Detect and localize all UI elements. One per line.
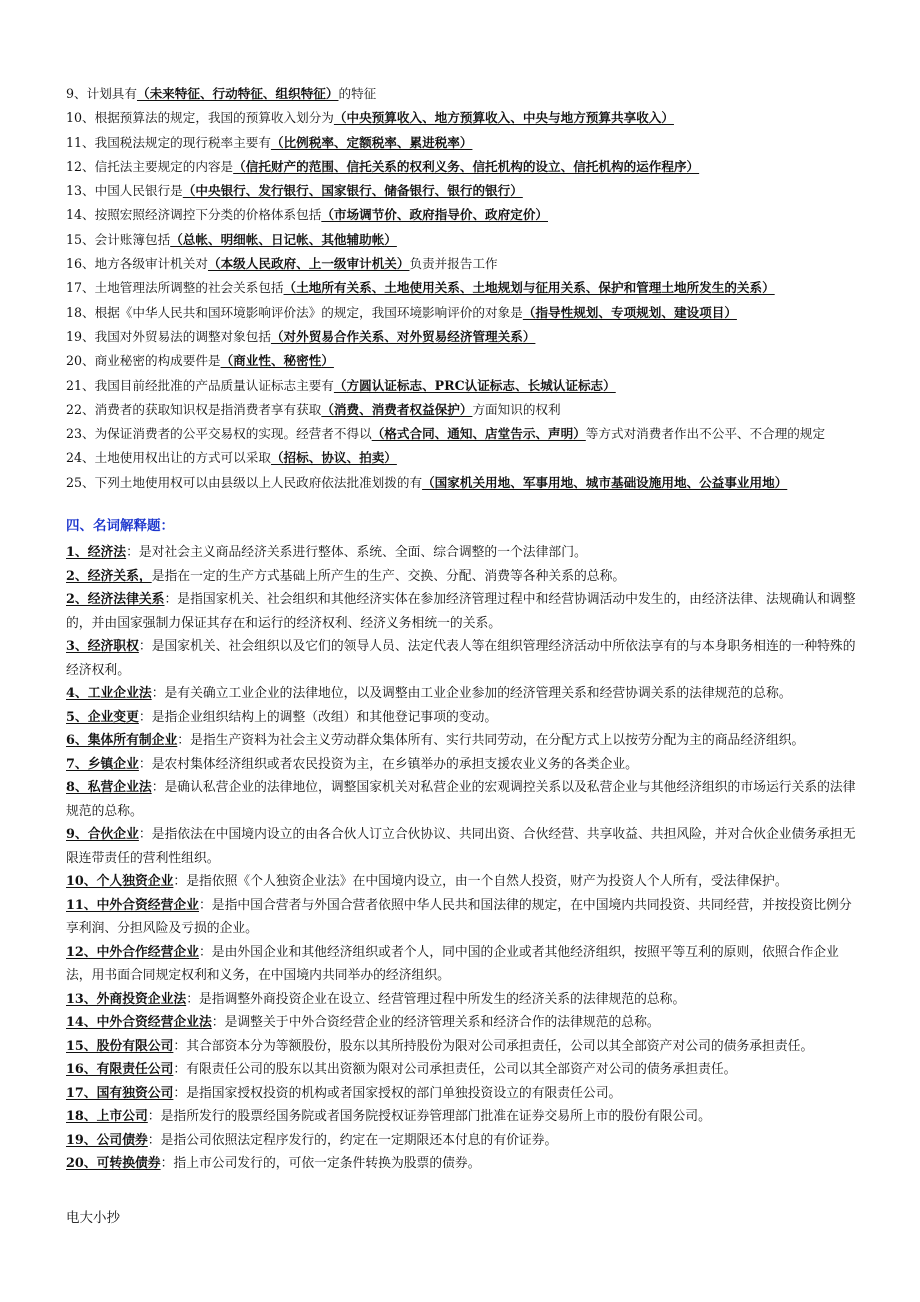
question-text: 16、地方各级审计机关对 bbox=[66, 256, 208, 272]
question-text: 18、根据《中华人民共和国环境影响评价法》的规定，我国环境影响评价的对象是 bbox=[66, 304, 523, 320]
term-label: 9、合伙企业 bbox=[66, 827, 139, 842]
fill-in-item bbox=[66, 179, 874, 203]
fill-in-item bbox=[66, 131, 874, 155]
term-body: ：是有关确立工业企业的法律地位，以及调整由工业企业参加的经济管理关系和经营协调关系的法律规范的总称。 bbox=[151, 686, 792, 701]
answer-text: （格式合同、通知、店堂告示、声明） bbox=[371, 426, 586, 442]
term-definition bbox=[66, 1058, 856, 1082]
question-text: 12、信托法主要规定的内容是 bbox=[66, 158, 234, 174]
question-text: 20、商业秘密的构成要件是 bbox=[66, 353, 221, 369]
term-label: 12、中外合作经营企业 bbox=[66, 944, 199, 960]
term-body: ：是调整关于中外合资经营企业的经济管理关系和经济合作的法律规范的总称。 bbox=[211, 1015, 660, 1030]
term-label: 8、私营企业法 bbox=[66, 780, 152, 795]
answer-text: （消费、消费者权益保护） bbox=[321, 401, 473, 417]
term-label: 15、股份有限公司 bbox=[66, 1038, 174, 1054]
answer-text: （商业性、秘密性） bbox=[220, 353, 334, 369]
question-text: 11、我国税法规定的现行税率主要有 bbox=[66, 134, 271, 150]
fill-in-item bbox=[66, 301, 874, 325]
fill-in-item bbox=[66, 203, 874, 227]
term-body: ：是指所发行的股票经国务院或者国务院授权证券管理部门批准在证券交易所上市的股份有限公司。 bbox=[147, 1109, 711, 1124]
fill-in-item bbox=[66, 106, 874, 130]
question-suffix: 的特征 bbox=[338, 86, 377, 101]
term-label: 11、中外合资经营企业 bbox=[66, 897, 199, 913]
term-body: ：是指国家授权投资的机构或者国家授权的部门单独投资设立的有限责任公司。 bbox=[173, 1085, 622, 1101]
question-text: 17、土地管理法所调整的社会关系包括 bbox=[66, 280, 284, 296]
answer-text: （本级人民政府、上一级审计机关） bbox=[207, 256, 410, 272]
term-body: ：是指依照《个人独资企业法》在中国境内设立，由一个自然人投资，财产为投资人个人所有，受法律保护。 bbox=[173, 874, 788, 889]
answer-text: （信托财产的范围、信托关系的权利义务、信托机构的设立、信托机构的运作程序） bbox=[233, 158, 700, 174]
footer-note: 电大小抄 bbox=[66, 1210, 120, 1226]
fill-in-item bbox=[66, 446, 874, 470]
term-definition bbox=[66, 1082, 856, 1106]
term-definition bbox=[66, 635, 856, 682]
fill-in-item bbox=[66, 398, 874, 422]
question-text: 24、土地使用权出让的方式可以采取 bbox=[66, 450, 271, 466]
term-definition bbox=[66, 1129, 856, 1153]
answer-text: （招标、协议、拍卖） bbox=[270, 450, 397, 466]
term-label: 20、可转换债券 bbox=[66, 1156, 161, 1171]
term-body: ：其合部资本分为等额股份，股东以其所持股份为限对公司承担责任，公司以其全部资产对公司的债务承担责任。 bbox=[173, 1038, 814, 1054]
term-body: ：是确认私营企业的法律地位，调整国家机关对私营企业的宏观调控关系以及私营企业与其他经济组织的市场运行关系的法律规范的总称。 bbox=[66, 780, 856, 819]
answer-text: （土地所有关系、土地使用关系、土地规划与征用关系、保护和管理土地所发生的关系） bbox=[283, 280, 775, 296]
answer-text: （方圆认证标志、PRC认证标志、长城认证标志） bbox=[333, 377, 616, 393]
term-body: ：是国家机关、社会组织以及它们的领导人员、法定代表人等在组织管理经济活动中所依法享有的与本身职务相连的一种特殊的经济权利。 bbox=[66, 639, 856, 678]
fill-in-item bbox=[66, 82, 874, 106]
answer-text: （中央银行、发行银行、国家银行、储备银行、银行的银行） bbox=[182, 183, 523, 199]
term-label: 18、上市公司 bbox=[66, 1109, 148, 1124]
term-label: 2、经济法律关系 bbox=[66, 592, 165, 607]
term-body: ：是农村集体经济组织或者农民投资为主，在乡镇举办的承担支援农业义务的各类企业。 bbox=[138, 756, 638, 772]
question-text: 25、下列土地使用权可以由县级以上人民政府依法批准划拨的有 bbox=[66, 474, 423, 490]
term-label: 2、经济关系， bbox=[66, 568, 152, 584]
question-suffix: 负责并报告工作 bbox=[409, 256, 498, 272]
term-body: ：是指中国合营者与外国合营者依照中华人民共和国法律的规定，在中国境内共同投资、共同经营，并按投资比例分享利润、分担风险及亏损的企业。 bbox=[66, 897, 852, 936]
question-text: 23、为保证消费者的公平交易权的实现。经营者不得以 bbox=[66, 426, 372, 442]
term-definition bbox=[66, 988, 856, 1012]
fill-in-item bbox=[66, 228, 874, 252]
question-text: 19、我国对外贸易法的调整对象包括 bbox=[66, 328, 271, 344]
term-label: 17、国有独资公司 bbox=[66, 1085, 174, 1101]
fill-in-answers-list bbox=[66, 82, 874, 495]
answer-text: （国家机关用地、军事用地、城市基础设施用地、公益事业用地） bbox=[422, 474, 788, 490]
term-body: ：是指依法在中国境内设立的由各合伙人订立合伙协议、共同出资、合伙经营、共享收益、共担风险，并对合伙企业债务承担无限连带责任的营利性组织。 bbox=[66, 827, 856, 866]
term-body: ：是指企业组织结构上的调整（改组）和其他登记事项的变动。 bbox=[138, 709, 498, 725]
term-definition bbox=[66, 706, 856, 730]
answer-text: （中央预算收入、地方预算收入、中央与地方预算共享收入） bbox=[333, 110, 674, 126]
term-body: ：是对社会主义商品经济关系进行整体、系统、全面、综合调整的一个法律部门。 bbox=[126, 545, 587, 560]
term-definition bbox=[66, 870, 856, 894]
answer-text: （市场调节价、政府指导价、政府定价） bbox=[321, 207, 548, 223]
term-label: 10、个人独资企业 bbox=[66, 874, 174, 889]
question-suffix: 方面知识的权利 bbox=[472, 401, 561, 417]
fill-in-item bbox=[66, 252, 874, 276]
fill-in-item bbox=[66, 471, 874, 495]
fill-in-item bbox=[66, 325, 874, 349]
question-text: 22、消费者的获取知识权是指消费者享有获取 bbox=[66, 401, 322, 417]
term-definition bbox=[66, 941, 856, 988]
term-definitions-list bbox=[66, 541, 856, 1176]
term-label: 3、经济职权 bbox=[66, 639, 139, 654]
term-definition bbox=[66, 776, 856, 823]
fill-in-item bbox=[66, 276, 874, 300]
term-body: ：有限责任公司的股东以其出资额为限对公司承担责任，公司以其全部资产对公司的债务承担责任。 bbox=[173, 1062, 737, 1077]
fill-in-item bbox=[66, 349, 874, 373]
answer-text: （比例税率、定额税率、累进税率） bbox=[270, 134, 473, 150]
question-suffix: 等方式对消费者作出不公平、不合理的规定 bbox=[585, 426, 826, 442]
answer-text: （对外贸易合作关系、对外贸易经济管理关系） bbox=[270, 328, 536, 344]
answer-text: （总帐、明细帐、日记帐、其他辅助帐） bbox=[170, 231, 397, 247]
term-definition bbox=[66, 565, 856, 589]
term-body: ：是指公司依照法定程序发行的，约定在一定期限还本付息的有价证券。 bbox=[147, 1132, 558, 1148]
answer-text: （未来特征、行动特征、组织特征） bbox=[136, 86, 339, 101]
question-text: 10、根据预算法的规定，我国的预算收入划分为 bbox=[66, 110, 334, 126]
term-body: ：是指调整外商投资企业在设立、经营管理过程中所发生的经济关系的法律规范的总称。 bbox=[186, 991, 686, 1007]
term-label: 6、集体所有制企业 bbox=[66, 733, 178, 748]
question-text: 21、我国目前经批准的产品质量认证标志主要有 bbox=[66, 377, 334, 393]
term-label: 19、公司债券 bbox=[66, 1132, 148, 1148]
term-label: 1、经济法 bbox=[66, 545, 127, 560]
answer-text: （指导性规划、专项规划、建设项目） bbox=[522, 304, 737, 320]
term-label: 16、有限责任公司 bbox=[66, 1062, 174, 1077]
term-definition bbox=[66, 1035, 856, 1059]
fill-in-item bbox=[66, 422, 874, 446]
term-body: ：指上市公司发行的，可依一定条件转换为股票的债券。 bbox=[160, 1156, 481, 1171]
term-definition bbox=[66, 894, 856, 941]
question-text: 13、中国人民银行是 bbox=[66, 183, 183, 199]
term-body: ：是由外国企业和其他经济组织或者个人，同中国的企业或者其他经济组织，按照平等互利的原则，依照合作企业法，用书面合同规定权利和义务，在中国境内共同举办的经济组织。 bbox=[66, 944, 839, 983]
term-definition bbox=[66, 541, 856, 565]
term-label: 13、外商投资企业法 bbox=[66, 991, 187, 1007]
term-body: 是指在一定的生产方式基础上所产生的生产、交换、分配、消费等各种关系的总称。 bbox=[151, 568, 626, 584]
term-definition bbox=[66, 729, 856, 753]
fill-in-item bbox=[66, 374, 874, 398]
term-body: ：是指生产资料为社会主义劳动群众集体所有、实行共同劳动，在分配方式上以按劳分配为主的商品经济组织。 bbox=[177, 733, 805, 748]
question-text: 9、计划具有 bbox=[66, 86, 137, 101]
term-definition bbox=[66, 753, 856, 777]
term-label: 14、中外合资经营企业法 bbox=[66, 1015, 212, 1030]
question-text: 14、按照宏照经济调控下分类的价格体系包括 bbox=[66, 207, 322, 223]
term-definition bbox=[66, 682, 856, 706]
term-definition bbox=[66, 588, 856, 635]
term-label: 4、工业企业法 bbox=[66, 686, 152, 701]
term-body: ：是指国家机关、社会组织和其他经济实体在参加经济管理过程中和经营协调活动中发生的，由经济法律、法规确认和调整的，并由国家强制力保证其存在和运行的经济权利、经济义务相统一的关系。 bbox=[66, 592, 856, 631]
question-text: 15、会计账簿包括 bbox=[66, 231, 171, 247]
term-definition bbox=[66, 823, 856, 870]
term-label: 5、企业变更 bbox=[66, 709, 139, 725]
term-definition bbox=[66, 1011, 856, 1035]
term-definition bbox=[66, 1152, 856, 1176]
term-definition bbox=[66, 1105, 856, 1129]
section-heading-term-definitions: 四、名词解释题： bbox=[66, 518, 174, 534]
fill-in-item bbox=[66, 155, 874, 179]
term-label: 7、乡镇企业 bbox=[66, 756, 139, 772]
